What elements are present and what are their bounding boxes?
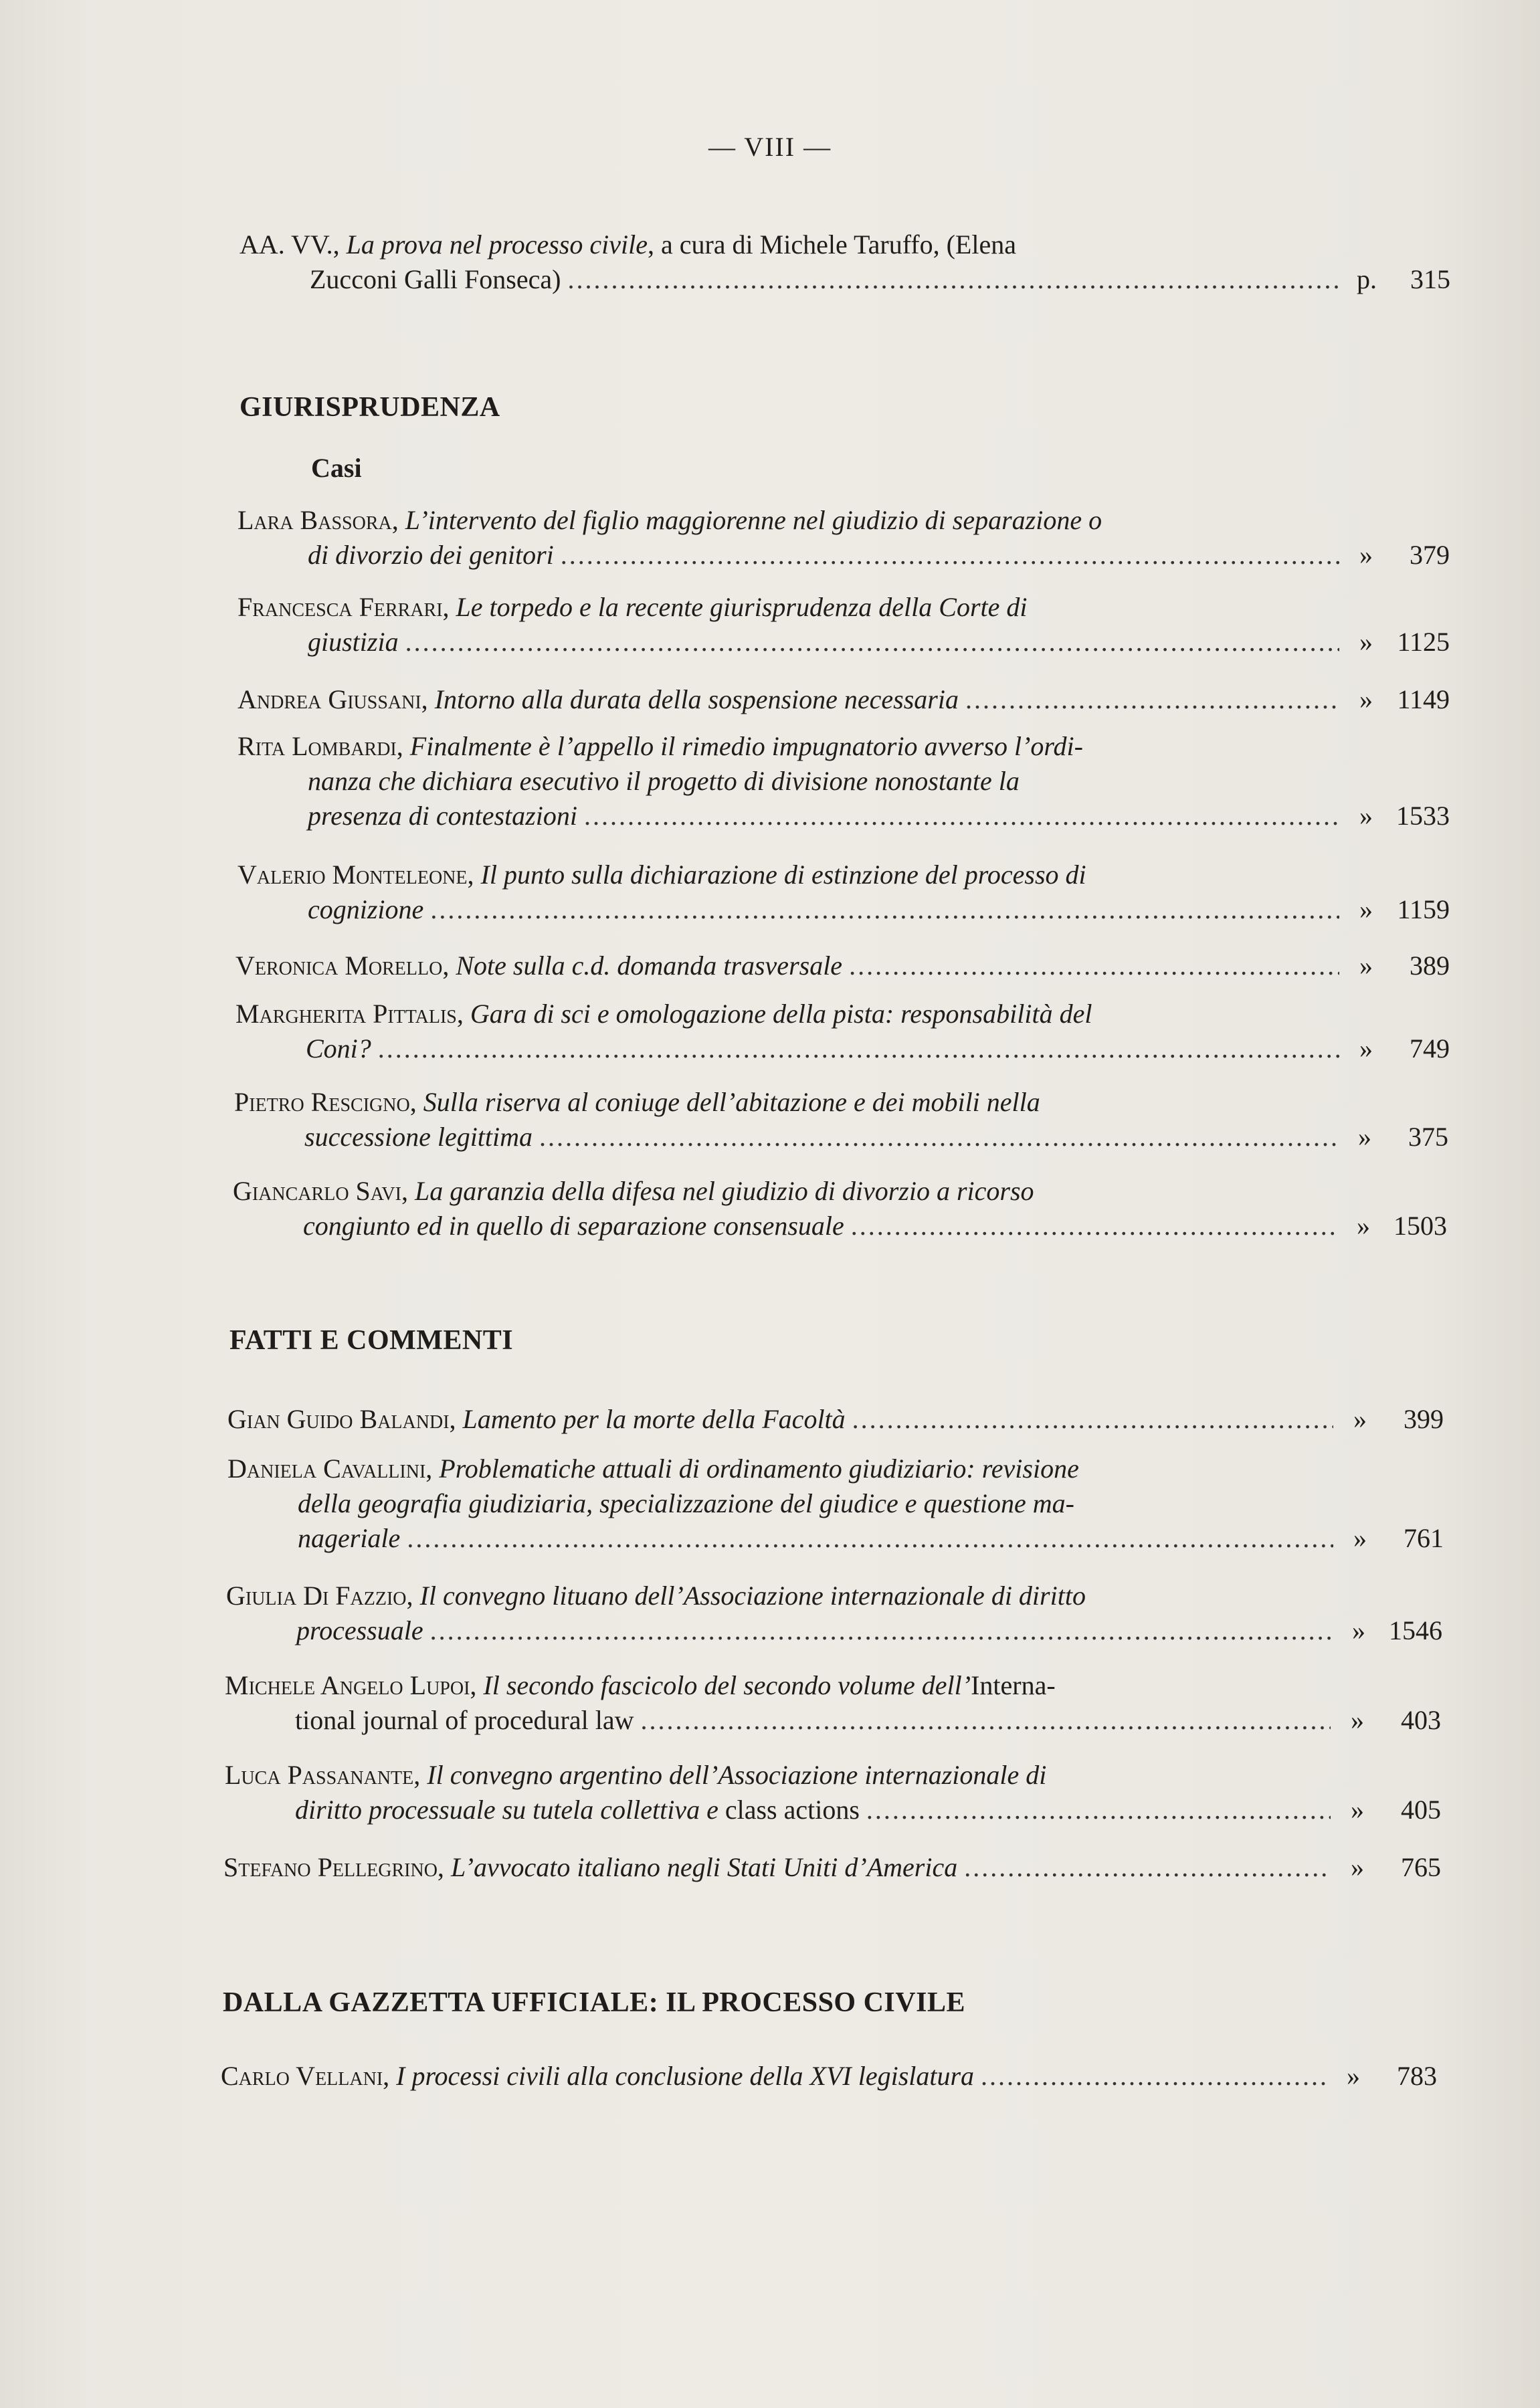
section-gazzetta-ufficiale: DALLA GAZZETTA UFFICIALE: IL PROCESSO CIVILE bbox=[223, 1987, 965, 2018]
leader-dots bbox=[584, 799, 1339, 833]
intro-author: AA. VV., bbox=[239, 229, 340, 260]
leader-dots bbox=[866, 1793, 1331, 1827]
intro-title: La prova nel processo civile bbox=[346, 229, 648, 260]
leader-dots bbox=[567, 262, 1340, 297]
page-header: — VIII — bbox=[708, 132, 832, 162]
toc-entry: Margherita Pittalis, Gara di sci e omologazione della pista: responsabilità del Coni? ..... » 749 bbox=[235, 997, 1450, 1066]
toc-entry: Carlo Vellani, I processi civili alla conclusione della XVI legislatura ..... » 783 bbox=[221, 2059, 1437, 2094]
toc-entry: Valerio Monteleone, Il punto sulla dichiarazione di estinzione del processo di cognizione ..... » 1159 bbox=[237, 858, 1450, 927]
toc-entry: Stefano Pellegrino, L’avvocato italiano negli Stati Uniti d’America ..... » 765 bbox=[223, 1850, 1441, 1885]
leader-dots bbox=[378, 1031, 1339, 1066]
page-marker: p. bbox=[1357, 264, 1377, 294]
page-number: 389 bbox=[1410, 950, 1450, 981]
toc-entry: Giancarlo Savi, La garanzia della difesa nel giudizio di divorzio a ricorso congiunto ed in quello di separazione consensuale ..... » 1503 bbox=[233, 1174, 1447, 1243]
toc-entry: Veronica Morello, Note sulla c.d. domanda trasversale ..... » 389 bbox=[235, 948, 1450, 983]
section-fatti-e-commenti: FATTI E COMMENTI bbox=[229, 1325, 514, 1356]
section-giurisprudenza: GIURISPRUDENZA bbox=[239, 392, 500, 423]
intro-cont: Zucconi Galli Fonseca) bbox=[310, 264, 561, 294]
page-number: 765 bbox=[1401, 1852, 1441, 1882]
page-number: 1149 bbox=[1397, 684, 1450, 714]
intro-rest: , a cura di Michele Taruffo, (Elena bbox=[647, 229, 1016, 260]
page-number: 399 bbox=[1404, 1404, 1444, 1434]
page-number: 379 bbox=[1410, 540, 1450, 570]
page-number: 1159 bbox=[1397, 894, 1450, 924]
toc-entry: Michele Angelo Lupoi, Il secondo fascicolo del secondo volume dell’ Interna- tional journal of procedural law ..... » 403 bbox=[225, 1668, 1441, 1738]
leader-dots bbox=[851, 1209, 1337, 1243]
toc-entry: Giulia Di Fazzio, Il convegno lituano dell’Associazione internazionale di diritto processuale ..... » 1546 bbox=[226, 1579, 1442, 1648]
toc-entry: Lara Bassora, L’intervento del figlio maggiorenne nel giudizio di separazione o di divorzio dei genitori ..... » 379 bbox=[237, 503, 1450, 573]
page-number: 749 bbox=[1410, 1033, 1450, 1064]
page-number: 375 bbox=[1408, 1122, 1448, 1152]
toc-entry: Pietro Rescigno, Sulla riserva al coniuge dell’abitazione e dei mobili nella successione legittima ..... » 375 bbox=[234, 1085, 1448, 1155]
page-number: 1533 bbox=[1396, 801, 1450, 831]
leader-dots bbox=[852, 1402, 1333, 1437]
leader-dots bbox=[539, 1120, 1338, 1155]
leader-dots bbox=[561, 538, 1339, 573]
toc-entry: Rita Lombardi, Finalmente è l’appello il rimedio impugnatorio avverso l’ordi- nanza che dichiara esecutivo il progetto di divisione nonostante la presenza di contestazioni ..... » 1533 bbox=[237, 729, 1450, 833]
leader-dots bbox=[407, 1521, 1333, 1556]
leader-dots bbox=[430, 1613, 1332, 1648]
leader-dots bbox=[981, 2059, 1327, 2094]
toc-entry: Andrea Giussani, Intorno alla durata della sospensione necessaria ..... » 1149 bbox=[237, 682, 1450, 717]
leader-dots bbox=[405, 625, 1339, 660]
toc-entry-intro bbox=[239, 227, 1450, 297]
leader-dots bbox=[964, 1850, 1331, 1885]
page-number: 405 bbox=[1401, 1795, 1441, 1825]
leader-dots bbox=[640, 1703, 1331, 1738]
toc-entry: Daniela Cavallini, Problematiche attuali di ordinamento giudiziario: revisione della geografia giudiziaria, specializzazione del giudice e questione ma- nageriale ..... » 761 bbox=[227, 1451, 1444, 1556]
page-number: 403 bbox=[1401, 1705, 1441, 1735]
page-number: 315 bbox=[1410, 264, 1450, 294]
page-number: 783 bbox=[1397, 2061, 1437, 2091]
leader-dots bbox=[965, 682, 1339, 717]
toc-entry: Gian Guido Balandi, Lamento per la morte della Facoltà ..... » 399 bbox=[227, 1402, 1444, 1437]
page-number: 1503 bbox=[1393, 1211, 1447, 1241]
page-number: 1546 bbox=[1389, 1615, 1442, 1645]
page-number: 1125 bbox=[1397, 627, 1450, 657]
leader-dots bbox=[849, 948, 1339, 983]
toc-entry: Luca Passanante, Il convegno argentino dell’Associazione internazionale di diritto processuale su tutela collettiva e class actions ..... » 405 bbox=[225, 1758, 1441, 1827]
toc-entry: Francesca Ferrari, Le torpedo e la recente giurisprudenza della Corte di giustizia ..... » 1125 bbox=[237, 590, 1450, 660]
page-number: 761 bbox=[1404, 1523, 1444, 1553]
subsection-casi: Casi bbox=[311, 453, 362, 483]
leader-dots bbox=[430, 892, 1339, 927]
